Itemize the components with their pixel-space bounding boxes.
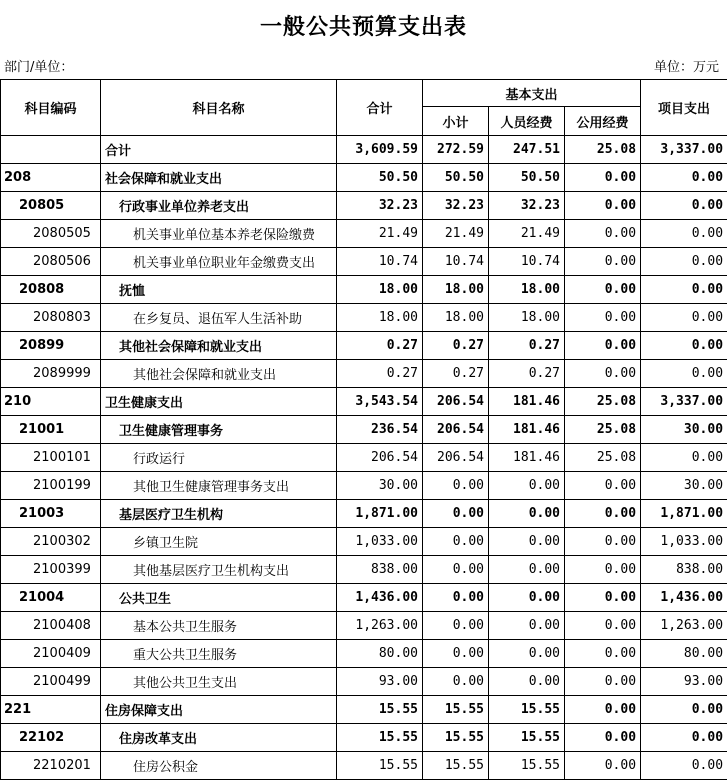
cell-total: 32.23 <box>337 192 423 220</box>
cell-public: 0.00 <box>565 192 641 220</box>
cell-code: 2100101 <box>1 444 101 472</box>
table-row <box>1 640 727 668</box>
cell-public: 0.00 <box>565 752 641 780</box>
cell-project: 0.00 <box>641 360 727 388</box>
cell-public: 0.00 <box>565 584 641 612</box>
department-label: 部门/单位： <box>4 56 73 75</box>
cell-project: 1,033.00 <box>641 528 727 556</box>
cell-personnel: 0.00 <box>489 668 565 696</box>
cell-personnel: 0.00 <box>489 584 565 612</box>
cell-name: 乡镇卫生院 <box>101 528 337 556</box>
cell-total: 236.54 <box>337 416 423 444</box>
cell-personnel: 0.00 <box>489 528 565 556</box>
cell-total: 15.55 <box>337 696 423 724</box>
table-row <box>1 248 727 276</box>
cell-public: 0.00 <box>565 668 641 696</box>
cell-personnel: 0.27 <box>489 360 565 388</box>
cell-public: 0.00 <box>565 304 641 332</box>
cell-total: 15.55 <box>337 752 423 780</box>
cell-code: 2080505 <box>1 220 101 248</box>
cell-personnel: 50.50 <box>489 164 565 192</box>
table-row <box>1 360 727 388</box>
cell-subtotal: 0.00 <box>423 472 489 500</box>
cell-public: 0.00 <box>565 612 641 640</box>
cell-total: 15.55 <box>337 724 423 752</box>
cell-project: 0.00 <box>641 444 727 472</box>
cell-code: 2100408 <box>1 612 101 640</box>
cell-subtotal: 0.00 <box>423 668 489 696</box>
cell-name: 其他卫生健康管理事务支出 <box>101 472 337 500</box>
cell-name: 住房保障支出 <box>101 696 337 724</box>
cell-personnel: 15.55 <box>489 696 565 724</box>
table-body <box>1 136 727 780</box>
cell-subtotal: 10.74 <box>423 248 489 276</box>
table-row <box>1 724 727 752</box>
cell-subtotal: 50.50 <box>423 164 489 192</box>
cell-name: 卫生健康管理事务 <box>101 416 337 444</box>
cell-code: 20808 <box>1 276 101 304</box>
cell-personnel: 181.46 <box>489 416 565 444</box>
header-name: 科目名称 <box>101 80 337 136</box>
cell-total: 80.00 <box>337 640 423 668</box>
table-row <box>1 696 727 724</box>
table-row <box>1 752 727 780</box>
cell-subtotal: 32.23 <box>423 192 489 220</box>
cell-project: 1,263.00 <box>641 612 727 640</box>
table-row <box>1 332 727 360</box>
cell-name: 行政事业单位养老支出 <box>101 192 337 220</box>
cell-name: 在乡复员、退伍军人生活补助 <box>101 304 337 332</box>
cell-project: 3,337.00 <box>641 136 727 164</box>
cell-public: 0.00 <box>565 276 641 304</box>
cell-public: 0.00 <box>565 500 641 528</box>
table-row <box>1 136 727 164</box>
cell-total: 3,609.59 <box>337 136 423 164</box>
cell-personnel: 15.55 <box>489 752 565 780</box>
cell-project: 1,436.00 <box>641 584 727 612</box>
cell-subtotal: 206.54 <box>423 388 489 416</box>
cell-code: 2100302 <box>1 528 101 556</box>
cell-project: 0.00 <box>641 192 727 220</box>
cell-personnel: 0.27 <box>489 332 565 360</box>
cell-total: 18.00 <box>337 304 423 332</box>
cell-project: 0.00 <box>641 752 727 780</box>
cell-subtotal: 272.59 <box>423 136 489 164</box>
cell-personnel: 0.00 <box>489 640 565 668</box>
table-header-row <box>1 80 727 107</box>
cell-total: 206.54 <box>337 444 423 472</box>
cell-project: 0.00 <box>641 220 727 248</box>
cell-name: 机关事业单位基本养老保险缴费 <box>101 220 337 248</box>
cell-public: 0.00 <box>565 528 641 556</box>
cell-project: 0.00 <box>641 276 727 304</box>
cell-personnel: 15.55 <box>489 724 565 752</box>
cell-project: 0.00 <box>641 724 727 752</box>
table-row <box>1 612 727 640</box>
cell-total: 1,263.00 <box>337 612 423 640</box>
cell-name: 社会保障和就业支出 <box>101 164 337 192</box>
table-row <box>1 192 727 220</box>
cell-project: 0.00 <box>641 696 727 724</box>
cell-code: 2080803 <box>1 304 101 332</box>
cell-code: 208 <box>1 164 101 192</box>
cell-code <box>1 136 101 164</box>
table-row <box>1 584 727 612</box>
table-row <box>1 472 727 500</box>
cell-code: 20899 <box>1 332 101 360</box>
unit-label: 单位：万元 <box>654 56 719 75</box>
cell-code: 221 <box>1 696 101 724</box>
cell-code: 2100199 <box>1 472 101 500</box>
cell-name: 其他社会保障和就业支出 <box>101 332 337 360</box>
table-row <box>1 444 727 472</box>
cell-personnel: 247.51 <box>489 136 565 164</box>
cell-subtotal: 0.00 <box>423 584 489 612</box>
cell-code: 21003 <box>1 500 101 528</box>
header-public: 公用经费 <box>565 107 641 136</box>
cell-name: 行政运行 <box>101 444 337 472</box>
cell-code: 21004 <box>1 584 101 612</box>
cell-name: 公共卫生 <box>101 584 337 612</box>
cell-total: 93.00 <box>337 668 423 696</box>
cell-subtotal: 0.00 <box>423 640 489 668</box>
cell-public: 0.00 <box>565 248 641 276</box>
cell-subtotal: 206.54 <box>423 444 489 472</box>
header-project: 项目支出 <box>641 80 727 136</box>
cell-project: 0.00 <box>641 248 727 276</box>
cell-project: 0.00 <box>641 164 727 192</box>
header-code: 科目编码 <box>1 80 101 136</box>
cell-code: 20805 <box>1 192 101 220</box>
cell-name: 其他基层医疗卫生机构支出 <box>101 556 337 584</box>
cell-code: 22102 <box>1 724 101 752</box>
cell-subtotal: 15.55 <box>423 724 489 752</box>
cell-personnel: 0.00 <box>489 612 565 640</box>
cell-name: 住房公积金 <box>101 752 337 780</box>
cell-name: 重大公共卫生服务 <box>101 640 337 668</box>
cell-code: 2100499 <box>1 668 101 696</box>
cell-public: 0.00 <box>565 164 641 192</box>
cell-subtotal: 18.00 <box>423 304 489 332</box>
cell-public: 0.00 <box>565 724 641 752</box>
cell-project: 0.00 <box>641 304 727 332</box>
cell-subtotal: 206.54 <box>423 416 489 444</box>
table-row <box>1 164 727 192</box>
cell-total: 50.50 <box>337 164 423 192</box>
cell-total: 10.74 <box>337 248 423 276</box>
cell-total: 18.00 <box>337 276 423 304</box>
cell-project: 3,337.00 <box>641 388 727 416</box>
cell-code: 2210201 <box>1 752 101 780</box>
cell-public: 25.08 <box>565 136 641 164</box>
budget-table <box>0 79 727 780</box>
cell-total: 1,033.00 <box>337 528 423 556</box>
cell-total: 3,543.54 <box>337 388 423 416</box>
cell-name: 基层医疗卫生机构 <box>101 500 337 528</box>
table-row <box>1 388 727 416</box>
cell-subtotal: 15.55 <box>423 752 489 780</box>
cell-name: 其他公共卫生支出 <box>101 668 337 696</box>
cell-name: 合计 <box>101 136 337 164</box>
cell-name: 基本公共卫生服务 <box>101 612 337 640</box>
cell-project: 1,871.00 <box>641 500 727 528</box>
cell-total: 0.27 <box>337 332 423 360</box>
cell-total: 1,436.00 <box>337 584 423 612</box>
cell-personnel: 0.00 <box>489 472 565 500</box>
table-row <box>1 220 727 248</box>
cell-personnel: 21.49 <box>489 220 565 248</box>
table-row <box>1 304 727 332</box>
cell-subtotal: 15.55 <box>423 696 489 724</box>
cell-project: 838.00 <box>641 556 727 584</box>
page-title: 一般公共预算支出表 <box>0 10 727 41</box>
cell-personnel: 18.00 <box>489 304 565 332</box>
cell-public: 25.08 <box>565 416 641 444</box>
table-row <box>1 528 727 556</box>
cell-name: 其他社会保障和就业支出 <box>101 360 337 388</box>
table-row <box>1 556 727 584</box>
table-row <box>1 500 727 528</box>
cell-subtotal: 0.00 <box>423 500 489 528</box>
cell-project: 80.00 <box>641 640 727 668</box>
cell-public: 0.00 <box>565 472 641 500</box>
cell-total: 838.00 <box>337 556 423 584</box>
cell-code: 210 <box>1 388 101 416</box>
cell-public: 0.00 <box>565 332 641 360</box>
cell-public: 25.08 <box>565 388 641 416</box>
cell-total: 1,871.00 <box>337 500 423 528</box>
cell-personnel: 32.23 <box>489 192 565 220</box>
cell-code: 2089999 <box>1 360 101 388</box>
cell-personnel: 181.46 <box>489 444 565 472</box>
cell-personnel: 10.74 <box>489 248 565 276</box>
cell-project: 0.00 <box>641 332 727 360</box>
cell-personnel: 0.00 <box>489 556 565 584</box>
cell-total: 21.49 <box>337 220 423 248</box>
cell-subtotal: 0.27 <box>423 360 489 388</box>
table-row <box>1 276 727 304</box>
header-subtotal: 小计 <box>423 107 489 136</box>
cell-project: 30.00 <box>641 416 727 444</box>
cell-subtotal: 21.49 <box>423 220 489 248</box>
cell-subtotal: 18.00 <box>423 276 489 304</box>
cell-project: 93.00 <box>641 668 727 696</box>
cell-code: 2100409 <box>1 640 101 668</box>
cell-personnel: 181.46 <box>489 388 565 416</box>
cell-code: 2100399 <box>1 556 101 584</box>
cell-subtotal: 0.00 <box>423 612 489 640</box>
cell-subtotal: 0.00 <box>423 556 489 584</box>
header-total: 合计 <box>337 80 423 136</box>
cell-total: 0.27 <box>337 360 423 388</box>
cell-subtotal: 0.27 <box>423 332 489 360</box>
cell-code: 2080506 <box>1 248 101 276</box>
cell-name: 卫生健康支出 <box>101 388 337 416</box>
cell-subtotal: 0.00 <box>423 528 489 556</box>
table-row <box>1 416 727 444</box>
cell-name: 机关事业单位职业年金缴费支出 <box>101 248 337 276</box>
cell-public: 0.00 <box>565 640 641 668</box>
cell-project: 30.00 <box>641 472 727 500</box>
header-personnel: 人员经费 <box>489 107 565 136</box>
cell-public: 25.08 <box>565 444 641 472</box>
cell-personnel: 0.00 <box>489 500 565 528</box>
cell-code: 21001 <box>1 416 101 444</box>
cell-public: 0.00 <box>565 220 641 248</box>
header-basic: 基本支出 <box>423 80 641 107</box>
cell-personnel: 18.00 <box>489 276 565 304</box>
cell-public: 0.00 <box>565 696 641 724</box>
cell-name: 住房改革支出 <box>101 724 337 752</box>
cell-public: 0.00 <box>565 360 641 388</box>
table-row <box>1 668 727 696</box>
cell-public: 0.00 <box>565 556 641 584</box>
cell-name: 抚恤 <box>101 276 337 304</box>
cell-total: 30.00 <box>337 472 423 500</box>
